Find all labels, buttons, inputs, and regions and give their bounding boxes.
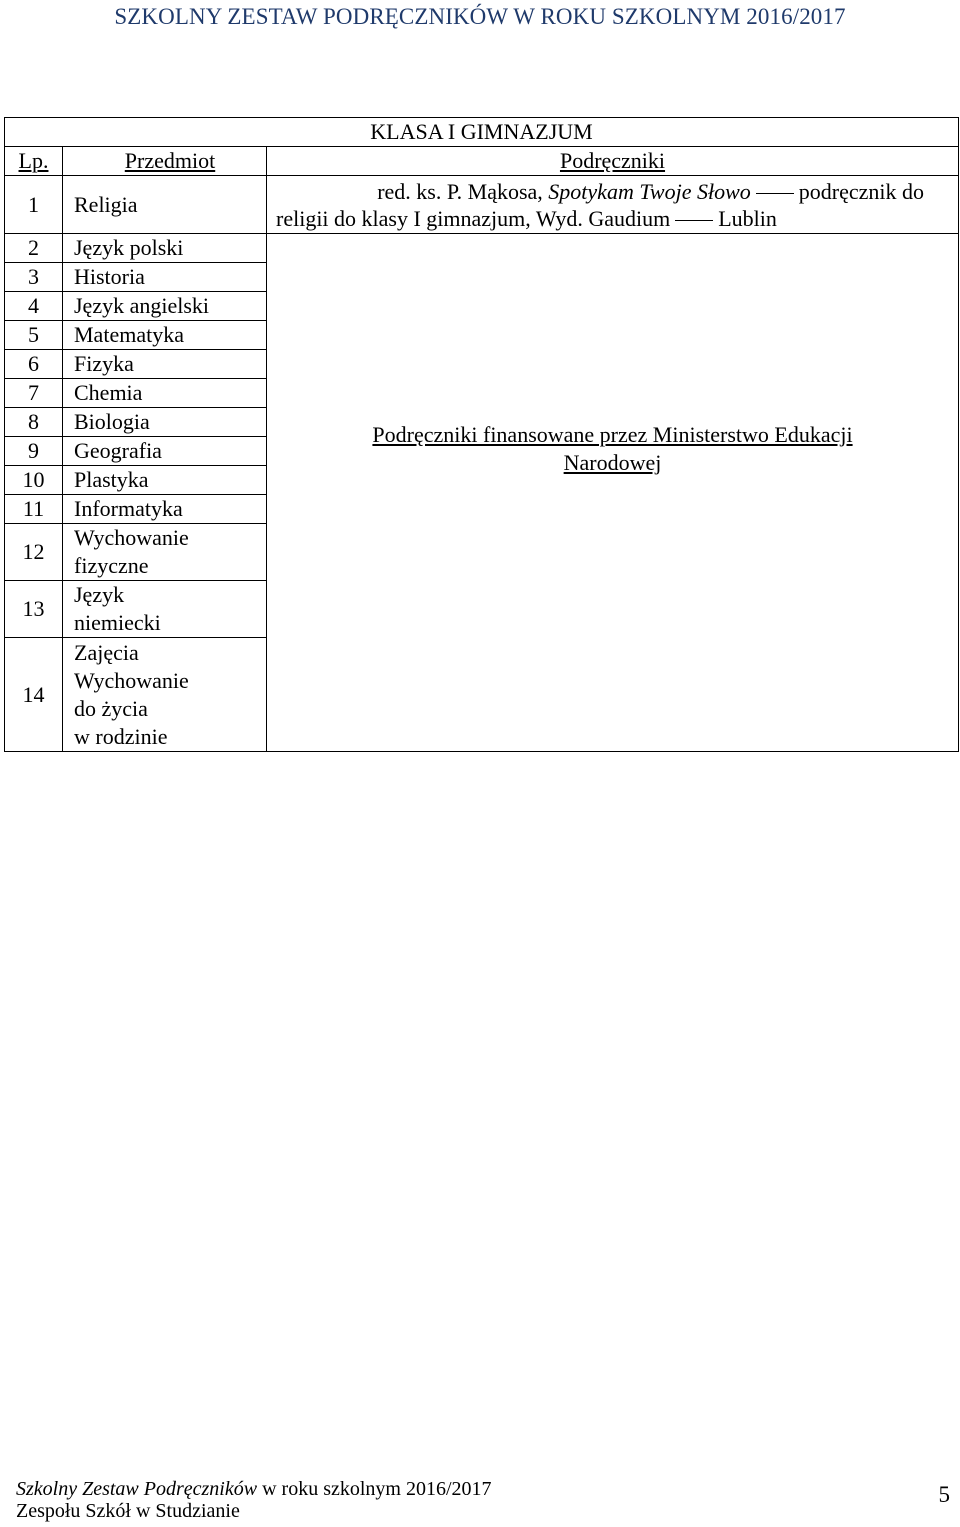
ministry-note-line1: Podręczniki finansowane przez Ministerstwo Edukacji [372, 421, 853, 447]
row-lp: 3 [5, 263, 63, 292]
row-subject-line: Wychowanie [74, 667, 189, 693]
row-lp: 2 [5, 234, 63, 263]
row-subject-line: Wychowanie [74, 525, 189, 550]
header-subject: Przedmiot [63, 147, 267, 176]
dash-separator [675, 220, 713, 222]
row-lp: 1 [5, 176, 63, 234]
row-subject: Religia [63, 176, 267, 234]
row-lp: 4 [5, 292, 63, 321]
dash-separator [756, 193, 794, 195]
table-title-row [5, 118, 959, 147]
table-header-row [5, 147, 959, 176]
row-subject: Informatyka [63, 495, 267, 524]
page-header-title: SZKOLNY ZESTAW PODRĘCZNIKÓW W ROKU SZKOLNYM 2016/2017 [114, 4, 846, 29]
footer-line2: Zespołu Szkół w Studzianie [16, 1500, 240, 1522]
row-subject [63, 638, 267, 752]
row-subject: Chemia [63, 379, 267, 408]
row-subject [63, 581, 267, 638]
row-lp: 14 [5, 638, 63, 752]
row-lp: 11 [5, 495, 63, 524]
row-subject-line: Język [74, 582, 125, 607]
row-lp: 12 [5, 524, 63, 581]
row-subject: Geografia [63, 437, 267, 466]
row-subject-line: Zajęcia [74, 639, 139, 665]
row-lp: 6 [5, 350, 63, 379]
footer-line1 [16, 1478, 492, 1501]
page-number: 5 [938, 1482, 950, 1507]
row-lp: 7 [5, 379, 63, 408]
row-subject-line: niemiecki [74, 610, 161, 635]
row-subject: Matematyka [63, 321, 267, 350]
header-lp: Lp. [5, 147, 63, 176]
row-lp: 5 [5, 321, 63, 350]
row-subject: Plastyka [63, 466, 267, 495]
book-suffix: podręcznik do [798, 178, 924, 204]
row-lp: 10 [5, 466, 63, 495]
row-subject-line: do życia [74, 695, 148, 721]
row-lp: 13 [5, 581, 63, 638]
table-row [5, 234, 959, 263]
row-subject-line: w rodzinie [74, 723, 168, 749]
class-title: KLASA I GIMNAZJUM [5, 118, 959, 147]
footer-line1-rest: w roku szkolnym 2016/2017 [257, 1478, 492, 1500]
ministry-note-line2: Narodowej [563, 449, 662, 475]
religion-book-cell [267, 176, 959, 234]
textbook-table [4, 117, 959, 752]
row-lp: 8 [5, 408, 63, 437]
table-row [5, 176, 959, 234]
row-subject: Język angielski [63, 292, 267, 321]
row-lp: 9 [5, 437, 63, 466]
row-subject: Historia [63, 263, 267, 292]
row-subject: Fizyka [63, 350, 267, 379]
ministry-note-cell [267, 234, 959, 752]
row-subject [63, 524, 267, 581]
book-prefix: red. ks. P. Mąkosa, [377, 178, 549, 204]
row-subject-line: fizyczne [74, 553, 149, 578]
row-subject: Język polski [63, 234, 267, 263]
book-title: Spotykam Twoje Słowo [548, 178, 751, 204]
book-line2-a: religii do klasy I gimnazjum, Wyd. Gaudium [276, 205, 671, 231]
header-books: Podręczniki [267, 147, 959, 176]
book-line2-b: Lublin [718, 205, 777, 231]
footer-line1-italic: Szkolny Zestaw Podręczników [16, 1478, 258, 1500]
row-subject: Biologia [63, 408, 267, 437]
